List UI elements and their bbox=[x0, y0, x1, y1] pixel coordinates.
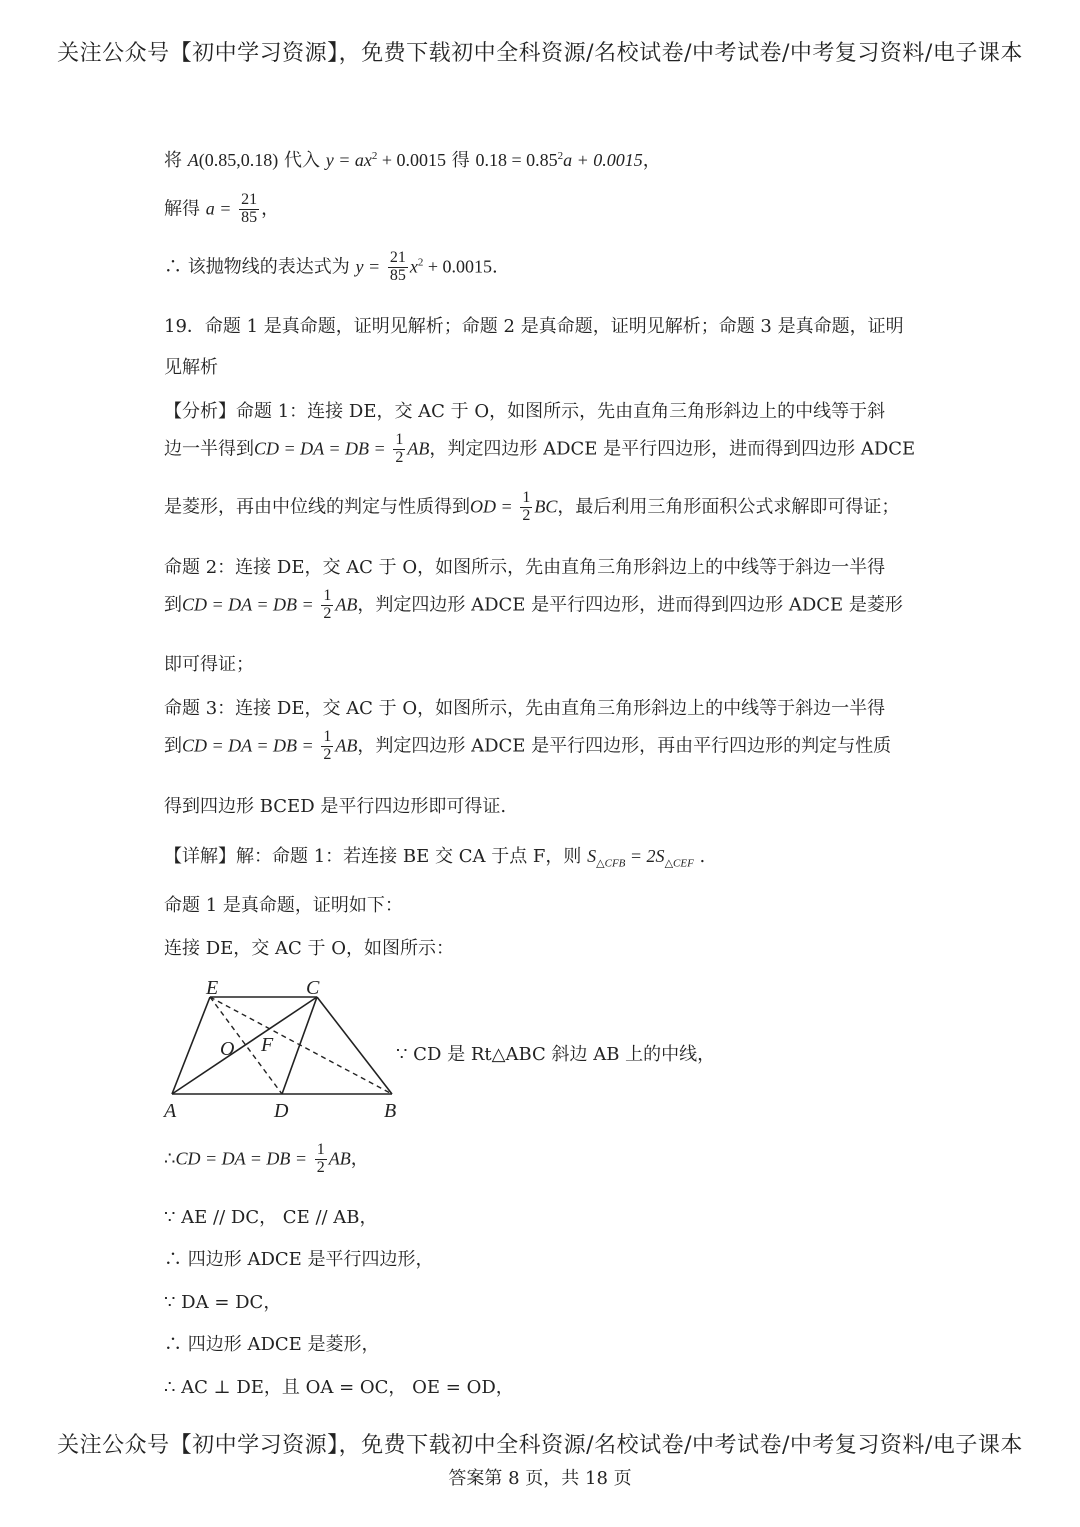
math: x bbox=[409, 256, 418, 277]
text: ，判定四边形 ADCE 是平行四边形，进而得到四边形 ADCE 是菱形 bbox=[357, 594, 903, 616]
line-19-title: 19．命题 1 是真命题，证明见解析；命题 2 是真命题，证明见解析；命题 3 是真命题，证明 bbox=[164, 316, 904, 337]
label-b: B bbox=[384, 1100, 397, 1122]
text: ，最后利用三角形面积公式求解即可得证； bbox=[557, 496, 900, 518]
segment-cd bbox=[282, 997, 317, 1094]
label-d: D bbox=[274, 1100, 289, 1122]
segment-ac bbox=[172, 997, 317, 1094]
line-19-cont: 见解析 bbox=[164, 357, 218, 378]
math: △CFB bbox=[596, 857, 626, 870]
line-prop2-3: 即可得证； bbox=[164, 654, 254, 675]
text: ，判定四边形 ADCE 是平行四边形，再由平行四边形的判定与性质 bbox=[357, 735, 892, 757]
math: △CEF bbox=[664, 857, 694, 870]
denominator: 2 bbox=[323, 604, 332, 622]
line-prop2-2 bbox=[164, 588, 903, 623]
page-number: 答案第 8 页，共 18 页 bbox=[448, 1468, 632, 1489]
line-analysis-3 bbox=[164, 490, 899, 525]
text: 【详解】解：命题 1：若连接 BE 交 CA 于点 F，则 bbox=[164, 846, 582, 867]
numerator: 1 bbox=[316, 1141, 325, 1158]
math: AB bbox=[335, 594, 358, 615]
numerator: 1 bbox=[522, 489, 531, 506]
line-analysis: 【分析】命题 1：连接 DE，交 AC 于 O，如图所示，先由直角三角形斜边上的中线等于斜 bbox=[164, 401, 886, 422]
text: 将 bbox=[164, 150, 182, 171]
math: + 0.0015 bbox=[423, 256, 492, 277]
math: 2 bbox=[557, 150, 564, 162]
numerator: 1 bbox=[395, 431, 404, 448]
line-prop3-2 bbox=[164, 729, 891, 764]
text: 是菱形，再由中位线的判定与性质得到 bbox=[164, 496, 470, 518]
text: ， bbox=[642, 150, 661, 171]
text: ∴ bbox=[164, 1148, 176, 1170]
line-median: ∵ CD 是 Rt△ABC 斜边 AB 上的中线， bbox=[396, 1044, 716, 1065]
numerator: 1 bbox=[323, 728, 332, 745]
text: 到 bbox=[164, 735, 182, 757]
fraction bbox=[388, 250, 408, 285]
fraction bbox=[315, 1142, 327, 1177]
text: 代入 bbox=[283, 150, 320, 171]
line-therefore-cd bbox=[164, 1142, 369, 1177]
line-rhombus: ∴ 四边形 ADCE 是菱形， bbox=[164, 1334, 380, 1355]
math: y = bbox=[355, 256, 381, 277]
line-perpendicular: ∴ AC ⊥ DE，且 OA = OC， OE = OD， bbox=[164, 1377, 514, 1398]
segment-cb bbox=[317, 997, 392, 1094]
text: 得 bbox=[451, 150, 470, 171]
math: 0.18 = 0.85 bbox=[475, 150, 558, 170]
denominator: 2 bbox=[316, 1158, 325, 1176]
text: 到 bbox=[164, 594, 182, 616]
numerator: 21 bbox=[389, 249, 406, 266]
text: . bbox=[492, 256, 498, 278]
numerator: 1 bbox=[323, 587, 332, 604]
math: CD = DA = DB = bbox=[175, 1148, 308, 1169]
text: ， bbox=[350, 1148, 369, 1170]
line-prop3: 命题 3：连接 DE，交 AC 于 O，如图所示，先由直角三角形斜边上的中线等于斜边一半得 bbox=[164, 698, 886, 719]
line-parallel: ∵ AE // DC， CE // AB， bbox=[164, 1207, 378, 1228]
math: CD = DA = DB = bbox=[254, 438, 386, 459]
math: (0.85,0.18) bbox=[198, 150, 279, 170]
line-connect: 连接 DE，交 AC 于 O，如图所示： bbox=[164, 938, 454, 959]
label-f: F bbox=[261, 1034, 274, 1056]
geometry-figure bbox=[160, 974, 410, 1124]
math: AB bbox=[335, 735, 358, 756]
line-parallelogram: ∴ 四边形 ADCE 是平行四边形， bbox=[164, 1249, 434, 1270]
segment-ae bbox=[172, 997, 210, 1094]
math: 2 bbox=[417, 256, 424, 269]
line-solve-a bbox=[164, 192, 279, 227]
text: 边一半得到 bbox=[164, 438, 254, 460]
line-analysis-2 bbox=[164, 432, 915, 467]
text: ， bbox=[261, 198, 280, 220]
denominator: 2 bbox=[323, 745, 332, 763]
denominator: 85 bbox=[241, 208, 258, 226]
text: . bbox=[693, 846, 706, 867]
bottom-banner: 关注公众号【初中学习资源】，免费下载初中全科资源/名校试卷/中考试卷/中考复习资料/电子课本 bbox=[57, 1433, 1023, 1458]
math: AB bbox=[407, 438, 430, 459]
fraction bbox=[239, 192, 259, 227]
denominator: 2 bbox=[522, 506, 531, 524]
denominator: 85 bbox=[389, 266, 406, 284]
math: CD = DA = DB = bbox=[182, 735, 314, 756]
top-banner: 关注公众号【初中学习资源】，免费下载初中全科资源/名校试卷/中考试卷/中考复习资料/电子课本 bbox=[57, 41, 1023, 66]
text: 解得 bbox=[164, 198, 200, 220]
math: CD = DA = DB = bbox=[182, 594, 314, 615]
label-o: O bbox=[220, 1038, 235, 1060]
math: = 2S bbox=[625, 846, 665, 866]
math: + 0.0015 bbox=[377, 150, 446, 170]
line-parabola bbox=[164, 250, 498, 285]
line-detail bbox=[164, 842, 705, 870]
fraction bbox=[520, 490, 532, 525]
fraction bbox=[393, 432, 405, 467]
line-proof-intro: 命题 1 是真命题，证明如下： bbox=[164, 895, 403, 916]
math: OD = bbox=[470, 496, 513, 517]
denominator: 2 bbox=[395, 448, 404, 466]
line-substitute bbox=[164, 146, 661, 172]
math: 2 bbox=[371, 150, 378, 162]
math: a = bbox=[205, 198, 232, 219]
fraction bbox=[321, 729, 333, 764]
math: y = ax bbox=[325, 150, 372, 170]
segment-be-dashed bbox=[210, 997, 392, 1094]
label-c: C bbox=[306, 977, 320, 999]
line-prop2: 命题 2：连接 DE，交 AC 于 O，如图所示，先由直角三角形斜边上的中线等于斜边一半得 bbox=[164, 557, 886, 578]
fraction bbox=[321, 588, 333, 623]
line-prop3-3: 得到四边形 BCED 是平行四边形即可得证. bbox=[164, 796, 507, 817]
line-da-dc: ∵ DA = DC， bbox=[164, 1292, 282, 1313]
numerator: 21 bbox=[241, 191, 258, 208]
text: ∴ 该抛物线的表达式为 bbox=[164, 256, 350, 278]
text: ，判定四边形 ADCE 是平行四边形，进而得到四边形 ADCE bbox=[429, 438, 916, 460]
label-a: A bbox=[164, 1100, 177, 1122]
math: BC bbox=[534, 496, 558, 517]
math: A bbox=[187, 150, 199, 170]
label-e: E bbox=[206, 977, 219, 999]
math: AB bbox=[328, 1148, 351, 1169]
math: a + 0.0015 bbox=[563, 150, 643, 170]
math: S bbox=[587, 846, 597, 866]
